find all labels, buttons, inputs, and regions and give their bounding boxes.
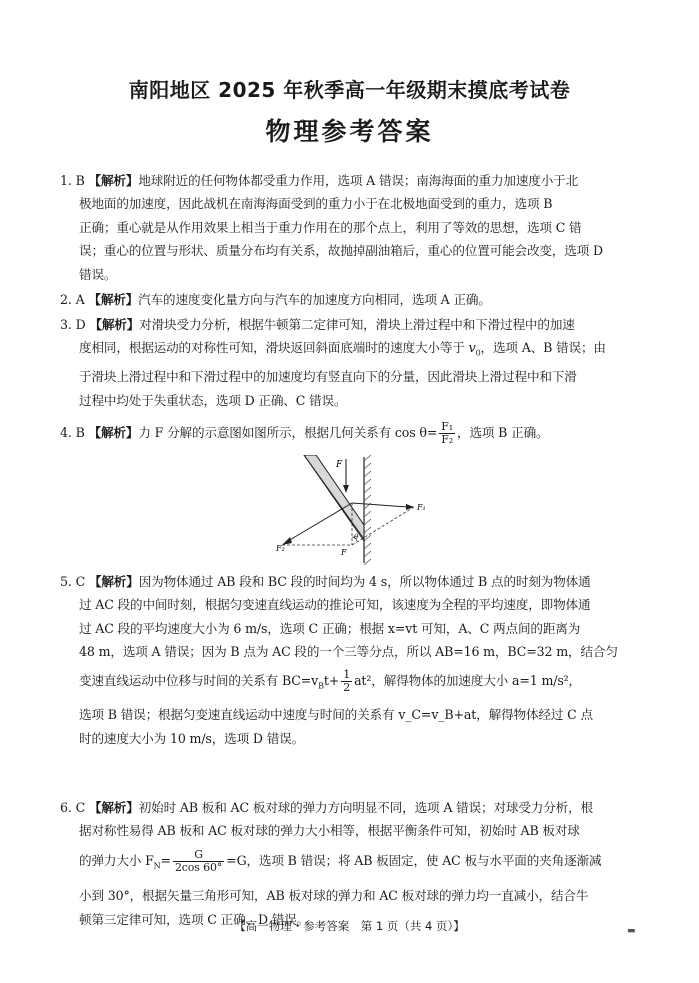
answer-5-text-3: 过 AC 段的平均速度大小为 6 m/s，选项 C 正确；根据 x=vt 可知，A、C 两点间的距离为	[79, 620, 581, 636]
answer-6-text-1: 初始时 AB 板和 AC 板对球的弹力方向明显不同，选项 A 错误；对球受力分析，根	[138, 800, 594, 815]
answer-5-text-5: 变速直线运动中位移与时间的关系有 $BC=v_Bt+$ $\frac{1}{2}$ at²，解得物体的加速度大小 a=1 m/s²，	[79, 667, 581, 694]
answer-4-tag: 【解析】	[88, 425, 139, 440]
answer-3-text-3: 于滑块上滑过程中和下滑过程中的加速度均有竖直向下的分量，因此滑块上滑过程中和下滑	[79, 369, 577, 385]
answer-6-tag: 【解析】	[88, 800, 139, 815]
answer-1-text-3: 正确；重心就是从作用效果上相当于重力作用在的那个点上，利用了等效的思想，选项 C 错	[79, 219, 582, 235]
answer-1-text-2: 极地面的加速度，因此战机在南海海面受到的重力小于在北极地面受到的重力，选项 B	[79, 196, 553, 212]
half-fraction: $\frac{1}{2}$	[343, 667, 351, 694]
answer-2-tag: 【解析】	[88, 292, 139, 307]
answer-2	[60, 288, 640, 311]
answer-key-title: 物理参考答案	[265, 117, 434, 146]
page-footer: 【高一物理・参考答案 第 1 页（共 4 页）】	[234, 919, 465, 933]
label-f-bottom: F	[341, 548, 347, 557]
answer-3-number: 3. D	[60, 317, 86, 332]
answer-3-text-1: 对滑块受力分析，根据牛顿第二定律可知，滑块上滑过程中和下滑过程中的加速	[139, 317, 575, 332]
normal-force-fraction: $\frac{G}{2\cos 60^\circ}$	[174, 847, 223, 874]
answer-4-text-1: 力 F 分解的示意图如图所示，根据几何关系有 cos θ=	[138, 425, 438, 440]
cos-theta-fraction: $\frac{\text{F₁}}{\text{F₂}}$	[441, 420, 453, 446]
footer-mark: ▬	[627, 926, 636, 936]
label-f1: F₁	[417, 503, 426, 512]
answer-6-text-4: 小到 30°，根据矢量三角形可知，AB 板对球的弹力和 AC 板对球的弹力均一直减小，结合牛	[79, 888, 589, 904]
wall-hatching	[364, 455, 371, 565]
answer-5-number: 5. C	[60, 574, 86, 589]
answer-1-text-5: 错误。	[79, 266, 117, 282]
answer-5-text-1: 因为物体通过 AB 段和 BC 段的时间均为 4 s，所以物体通过 B 点的时刻为物体通	[138, 574, 591, 589]
label-theta: θ	[354, 533, 359, 541]
answer-6-text-3: 的弹力大小 $F_N=$ $\frac{G}{2\cos 60^\circ}$ =G，选项 B 错误；将 AB 板固定，使 AC 板与水平面的夹角逐渐减	[79, 847, 602, 874]
label-f2: F₂	[276, 544, 285, 553]
answer-5	[60, 570, 640, 750]
answer-3-text-2: 度相同，根据运动的对称性可知，滑块返回斜面底端时的速度大小等于 $v_0$，选项 A、B 错误；由	[79, 340, 606, 358]
answer-4	[60, 421, 640, 446]
answer-1-tag: 【解析】	[88, 173, 139, 188]
answer-3-tag: 【解析】	[89, 317, 140, 332]
answer-4-text-2: ，选项 B 正确。	[457, 425, 549, 440]
answer-5-text-6: 选项 B 错误；根据匀变速直线运动中速度与时间的关系有 v_C=v_B+at，解得物体经过 C 点	[79, 707, 593, 723]
answer-6-number: 6. C	[60, 800, 86, 815]
answer-1-text-1: 地球附近的任何物体都受重力作用，选项 A 错误；南海海面的重力加速度小于北	[138, 173, 579, 188]
answer-1-number: 1. B	[60, 173, 85, 188]
answer-3	[60, 313, 640, 412]
answer-1	[60, 169, 640, 286]
answer-4-number: 4. B	[60, 425, 85, 440]
force-f2-arrow	[288, 503, 352, 541]
answer-5-text-4: 48 m，选项 A 错误；因为 B 点为 AC 段的一个三等分点，所以 AB=16 m，BC=32 m，结合匀	[79, 644, 618, 660]
answer-2-text-1: 汽车的速度变化量方向与汽车的加速度方向相同，选项 A 正确。	[138, 292, 491, 307]
answer-6-text-2: 据对称性易得 AB 板和 AC 板对球的弹力大小相等，根据平衡条件可知，初始时 AB 板对球	[79, 823, 580, 839]
answer-5-tag: 【解析】	[88, 574, 139, 589]
answer-2-number: 2. A	[60, 292, 85, 307]
force-f1-arrow	[352, 503, 408, 507]
answer-6-text-5: 顿第三定律可知，选项 C 正确、D 错误。	[79, 911, 310, 927]
exam-title: 南阳地区 2025 年秋季高一年级期末摸底考试卷	[128, 78, 571, 102]
force-f-arrowhead	[343, 485, 349, 493]
answer-5-text-7: 时的速度大小为 10 m/s，选项 D 错误。	[79, 730, 305, 746]
force-f1-arrowhead	[406, 504, 414, 510]
answer-3-text-4: 过程中均处于失重状态，选项 D 正确、C 错误。	[79, 392, 347, 408]
answer-1-line-1	[60, 169, 640, 192]
answer-6	[60, 796, 640, 931]
label-f: F	[336, 460, 343, 470]
answer-1-text-4: 误；重心的位置与形状、质量分布均有关系，故抛掉副油箱后，重心的位置可能会改变，选项 D	[79, 243, 603, 259]
wedge-edge	[304, 455, 364, 541]
force-decomposition-diagram	[268, 455, 438, 565]
answer-5-text-2: 过 AC 段的中间时刻，根据匀变速直线运动的推论可知，该速度为全程的平均速度，即物体通	[79, 597, 591, 613]
